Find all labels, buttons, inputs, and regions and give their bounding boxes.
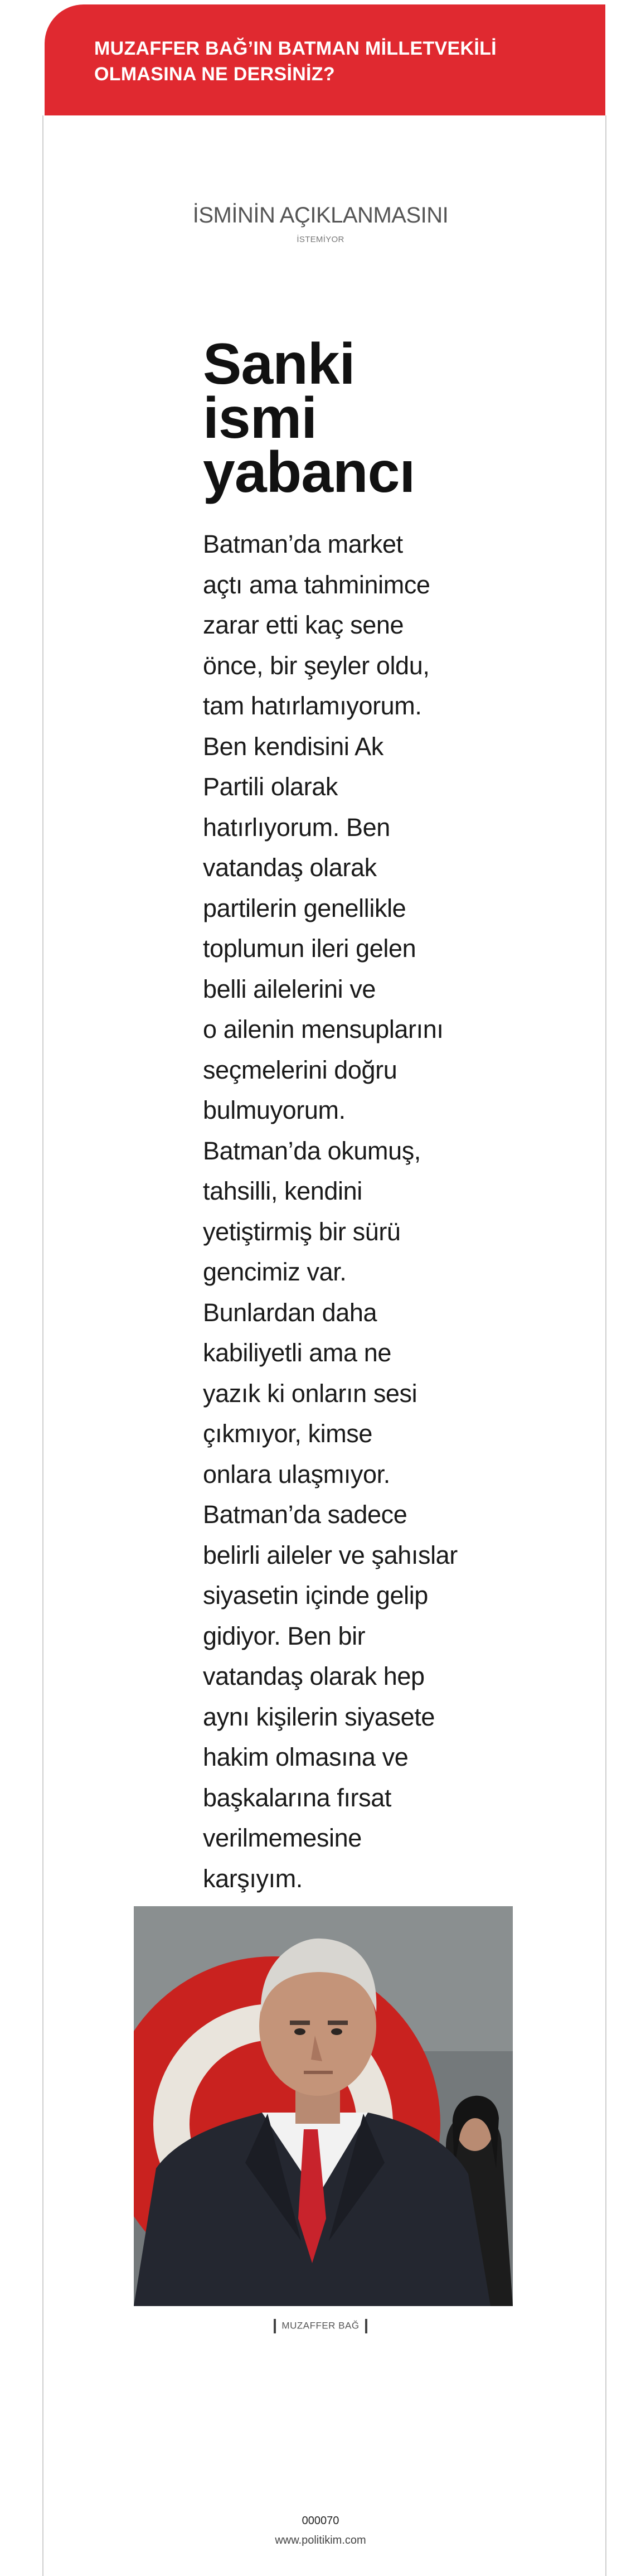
body-line: hatırlıyorum. Ben: [203, 813, 390, 842]
body-line: belirli aileler ve şahıslar: [203, 1540, 458, 1569]
body-line: kabiliyetli ama ne: [203, 1338, 391, 1367]
header-title-line-2: OLMASINA NE DERSİNİZ?: [94, 64, 335, 85]
body-line: vatandaş olarak hep: [203, 1662, 425, 1690]
body-line: zarar etti kaç sene: [203, 611, 404, 639]
body-line: çıkmıyor, kimse: [203, 1419, 373, 1448]
body-line: Bunlardan daha: [203, 1298, 377, 1327]
right-border-rule: [605, 115, 606, 2576]
body-line: tahsilli, kendini: [203, 1177, 362, 1205]
caption-bar-left: [274, 2319, 276, 2333]
website-link[interactable]: www.politikim.com: [275, 2534, 366, 2546]
body-line: karşıyım.: [203, 1864, 303, 1893]
body-line: bulmuyorum.: [203, 1096, 346, 1124]
body-line: toplumun ileri gelen: [203, 934, 416, 963]
source-name: İSMİNİN AÇIKLANMASINI: [192, 203, 449, 228]
article-body: [203, 524, 470, 1899]
portrait-illustration: [134, 1906, 513, 2306]
body-line: Batman’da okumuş,: [203, 1136, 421, 1165]
body-line: vatandaş olarak: [203, 853, 377, 882]
headline-line: Sanki: [203, 332, 355, 397]
header-banner: [45, 4, 605, 115]
body-line: hakim olmasına ve: [203, 1743, 409, 1771]
body-line: verilmemesine: [203, 1824, 362, 1852]
body-line: partilerin genellikle: [203, 893, 406, 922]
body-line: aynı kişilerin siyasete: [203, 1702, 435, 1731]
caption-bar-right: [365, 2319, 367, 2333]
body-line: yazık ki onların sesi: [203, 1379, 417, 1408]
body-line: Partili olarak: [203, 772, 338, 801]
page-number: 000070: [302, 2515, 339, 2527]
body-line: tam hatırlamıyorum.: [203, 692, 422, 720]
headline-line: ismi: [203, 386, 317, 451]
header-title-line-1: MUZAFFER BAĞ’IN BATMAN MİLLETVEKİLİ: [94, 38, 497, 59]
body-line: gidiyor. Ben bir: [203, 1621, 366, 1650]
left-border-rule: [42, 115, 43, 2576]
body-line: Batman’da sadece: [203, 1500, 407, 1529]
body-line: belli ailelerini ve: [203, 974, 376, 1003]
source-subtitle: İSTEMİYOR: [297, 235, 344, 244]
body-line: açtı ama tahminimce: [203, 570, 430, 599]
body-line: Batman’da market: [203, 530, 403, 558]
body-line: önce, bir şeyler oldu,: [203, 651, 430, 680]
article-headline: [203, 332, 437, 505]
headline-line: yabancı: [203, 440, 415, 505]
body-line: gencimiz var.: [203, 1258, 347, 1286]
caption-text: MUZAFFER BAĞ: [281, 2320, 360, 2331]
body-line: yetiştirmiş bir sürü: [203, 1217, 401, 1246]
body-line: Ben kendisini Ak: [203, 732, 383, 761]
header-title: [94, 36, 585, 87]
body-line: onlara ulaşmıyor.: [203, 1459, 390, 1488]
body-line: o ailenin mensuplarını: [203, 1015, 444, 1043]
body-line: siyasetin içinde gelip: [203, 1581, 428, 1610]
body-line: başkalarına fırsat: [203, 1783, 391, 1812]
portrait-photo: [134, 1906, 513, 2306]
photo-caption: [0, 2319, 641, 2333]
body-line: seçmelerini doğru: [203, 1055, 397, 1084]
